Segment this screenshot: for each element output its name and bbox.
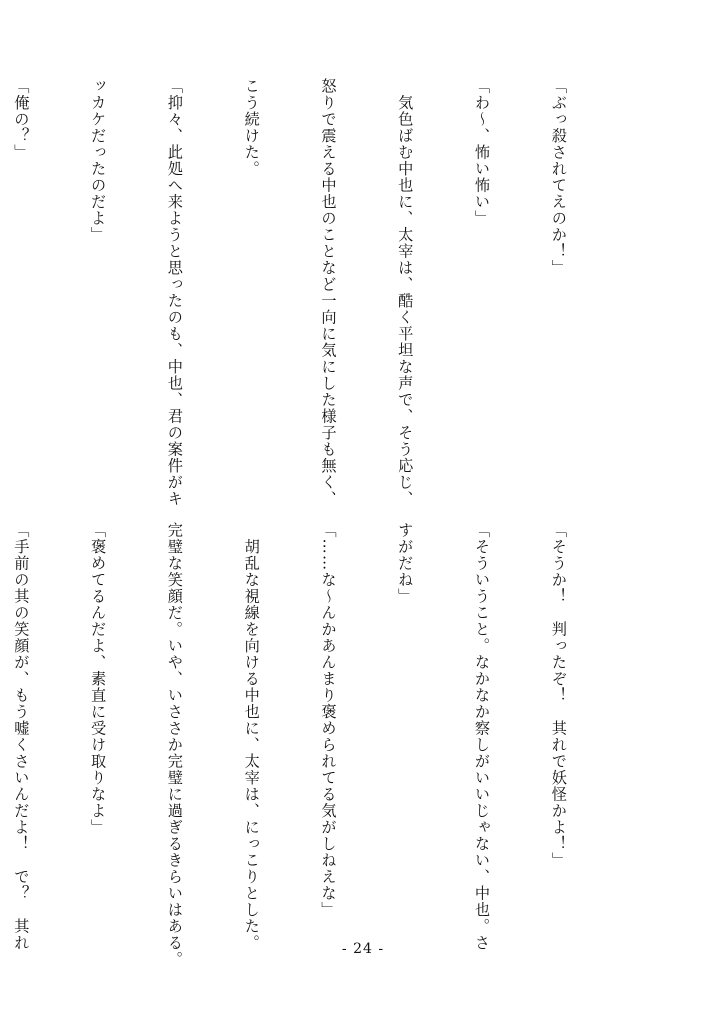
text-line: こう続けた。 xyxy=(242,78,261,177)
text-line: 「……な～んかあんまり褒められてる気がしねえな」 xyxy=(319,522,338,918)
text-line: 「手前の其の笑顔が、もう嘘くさいんだよ！ で？ 其れ xyxy=(12,522,31,951)
text-line: 「そうか！ 判ったぞ！ 其れで妖怪かよ！」 xyxy=(549,522,568,869)
text-line: 「抑々、此処へ来ようと思ったのも、中也、君の案件がキ xyxy=(165,78,184,507)
page-number: - 24 - xyxy=(341,941,385,957)
text-line: 「ぶっ殺されてえのか！」 xyxy=(549,78,568,276)
text-line: 完璧な笑顔だ。いや、いささか完璧に過ぎるきらいはある。 xyxy=(165,522,184,968)
text-line: 怒りで震える中也のことなど一向に気にした様子も無く、 xyxy=(319,78,338,507)
text-line: 「俺の？」 xyxy=(12,78,31,161)
text-column-top xyxy=(12,78,622,507)
text-line: ッカケだったのだよ」 xyxy=(89,78,108,243)
text-line: 気色ばむ中也に、太宰は、酷く平坦な声で、そう応じ、 xyxy=(396,78,415,507)
text-line: 「わ～、怖い怖い」 xyxy=(473,78,492,227)
text-line: すがだね」 xyxy=(396,522,415,605)
text-line: 「そういうこと。なかなか察しがいいじゃない、中也。さ xyxy=(473,522,492,951)
text-line: 「褒めてるんだよ、素直に受け取りなよ」 xyxy=(89,522,108,836)
text-line: 胡乱な視線を向ける中也に、太宰は、にっこりとした。 xyxy=(242,522,261,951)
